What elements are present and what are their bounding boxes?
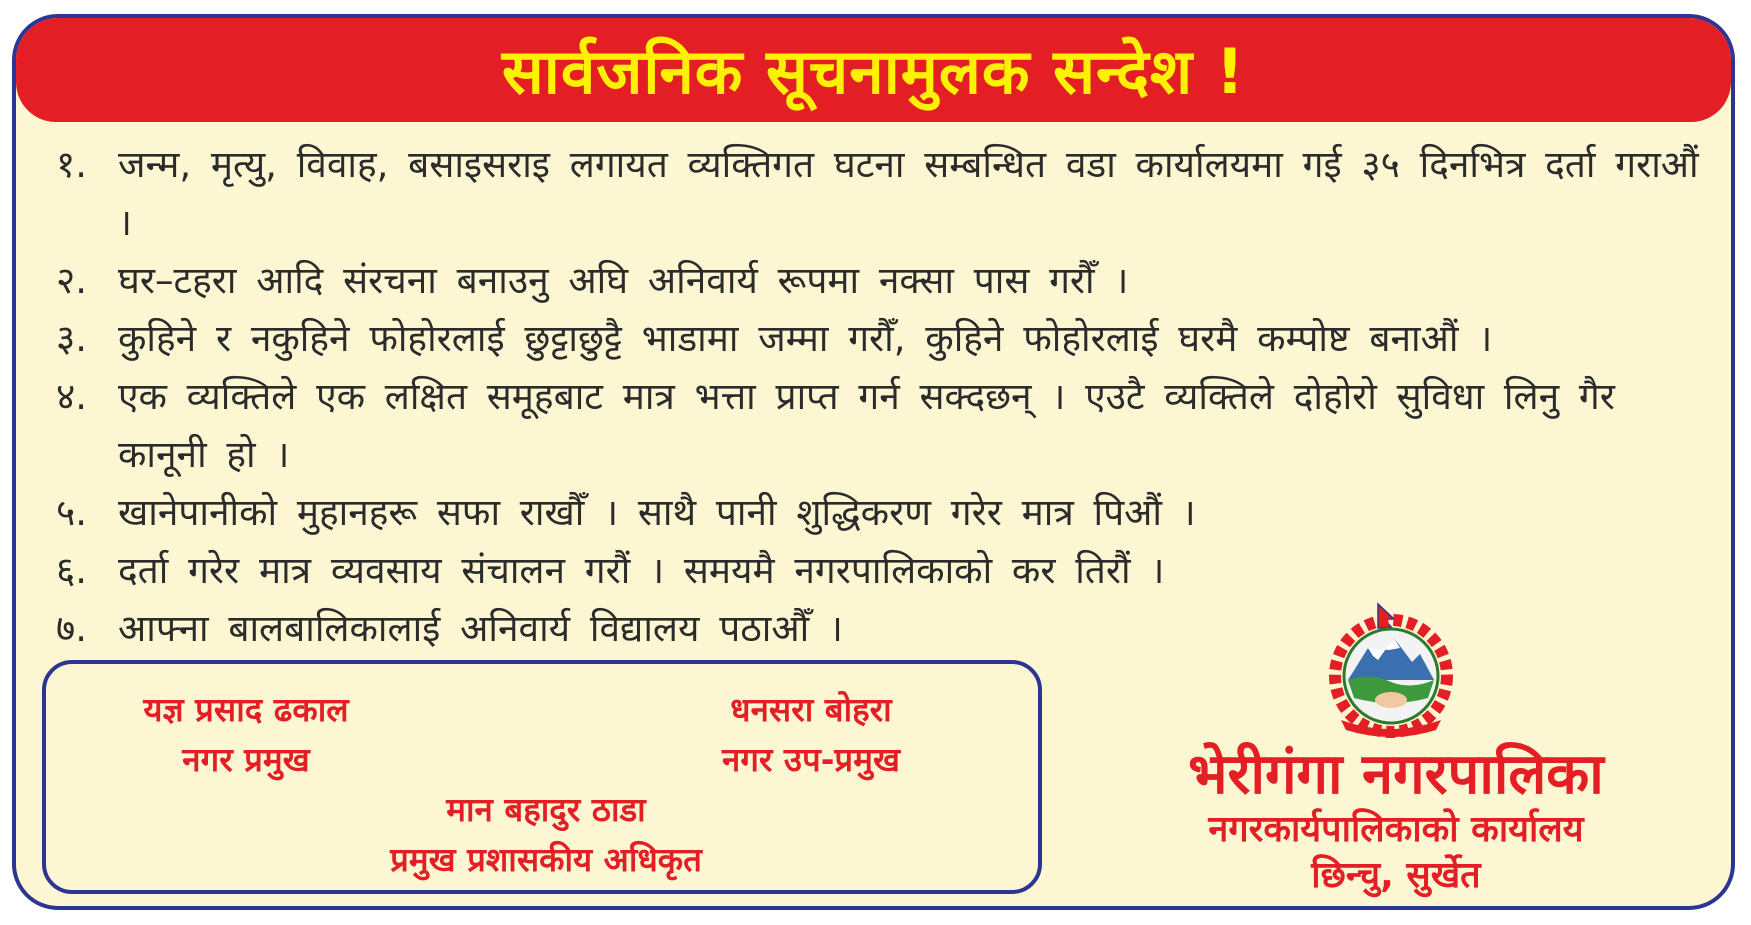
item-number: ५.: [56, 491, 88, 534]
notice-board: [12, 14, 1735, 910]
item-number: ६.: [56, 549, 88, 592]
item-text: दर्ता गरेर मात्र व्यवसाय संचालन गरौं । समयमै नगरपालिकाको कर तिरौं ।: [118, 549, 1165, 592]
item-text: घर–टहरा आदि संरचना बनाउनु अघि अनिवार्य रूपमा नक्सा पास गरौँ ।: [118, 259, 1129, 302]
notice-list: [56, 136, 1716, 658]
list-item: [56, 136, 1716, 252]
list-item: [56, 252, 1716, 310]
mayor-title: नगर प्रमुख: [182, 740, 310, 779]
office-name: नगरकार्यपालिकाको कार्यालय: [1208, 809, 1584, 850]
item-number: ४.: [56, 375, 88, 418]
list-item: [56, 542, 1716, 600]
office-address: छिन्चु, सुर्खेत: [1311, 855, 1481, 896]
item-text: जन्म, मृत्यु, विवाह, बसाइसराइ लगायत व्यक्तिगत घटना सम्बन्धित वडा कार्यालयमा गई ३५ दिनभित्र दर्ता गराऔं ।: [118, 143, 1699, 244]
item-text: खानेपानीको मुहानहरू सफा राखौँ । साथै पानी शुद्धिकरण गरेर मात्र पिऔं ।: [118, 491, 1196, 534]
list-item: [56, 310, 1716, 368]
deputy-mayor-title: नगर उप-प्रमुख: [722, 740, 900, 779]
list-item: [56, 600, 1716, 658]
officials-box: [42, 660, 1042, 894]
item-number: ७.: [56, 607, 88, 650]
nepal-emblem-icon: [1316, 598, 1466, 743]
notice-title: सार्वजनिक सूचनामुलक सन्देश !: [501, 35, 1246, 108]
item-number: ३.: [56, 317, 88, 360]
mayor-name: यज्ञ प्रसाद ढकाल: [143, 690, 349, 729]
cao-name: मान बहादुर ठाडा: [446, 790, 646, 829]
item-text: एक व्यक्तिले एक लक्षित समूहबाट मात्र भत्ता प्राप्त गर्न सक्दछन् । एउटै व्यक्तिले दोहोरो सुविधा लिनु गैर कानूनी हो ।: [118, 375, 1615, 476]
cao-title: प्रमुख प्रशासकीय अधिकृत: [390, 840, 702, 879]
list-item: [56, 484, 1716, 542]
deputy-mayor-name: धनसरा बोहरा: [730, 690, 892, 729]
municipality-name: भेरीगंगा नगरपालिका: [1188, 742, 1604, 807]
organization-block: [1096, 743, 1696, 899]
item-text: कुहिने र नकुहिने फोहोरलाई छुट्टाछुट्टै भाडामा जम्मा गरौँ, कुहिने फोहोरलाई घरमै कम्पोष्ट बनाऔं ।: [118, 317, 1493, 360]
item-text: आफ्ना बालबालिकालाई अनिवार्य विद्यालय पठाऔँ ।: [118, 607, 843, 650]
item-number: १.: [56, 143, 88, 186]
list-item: [56, 368, 1716, 484]
title-banner: [16, 18, 1731, 122]
item-number: २.: [56, 259, 88, 302]
